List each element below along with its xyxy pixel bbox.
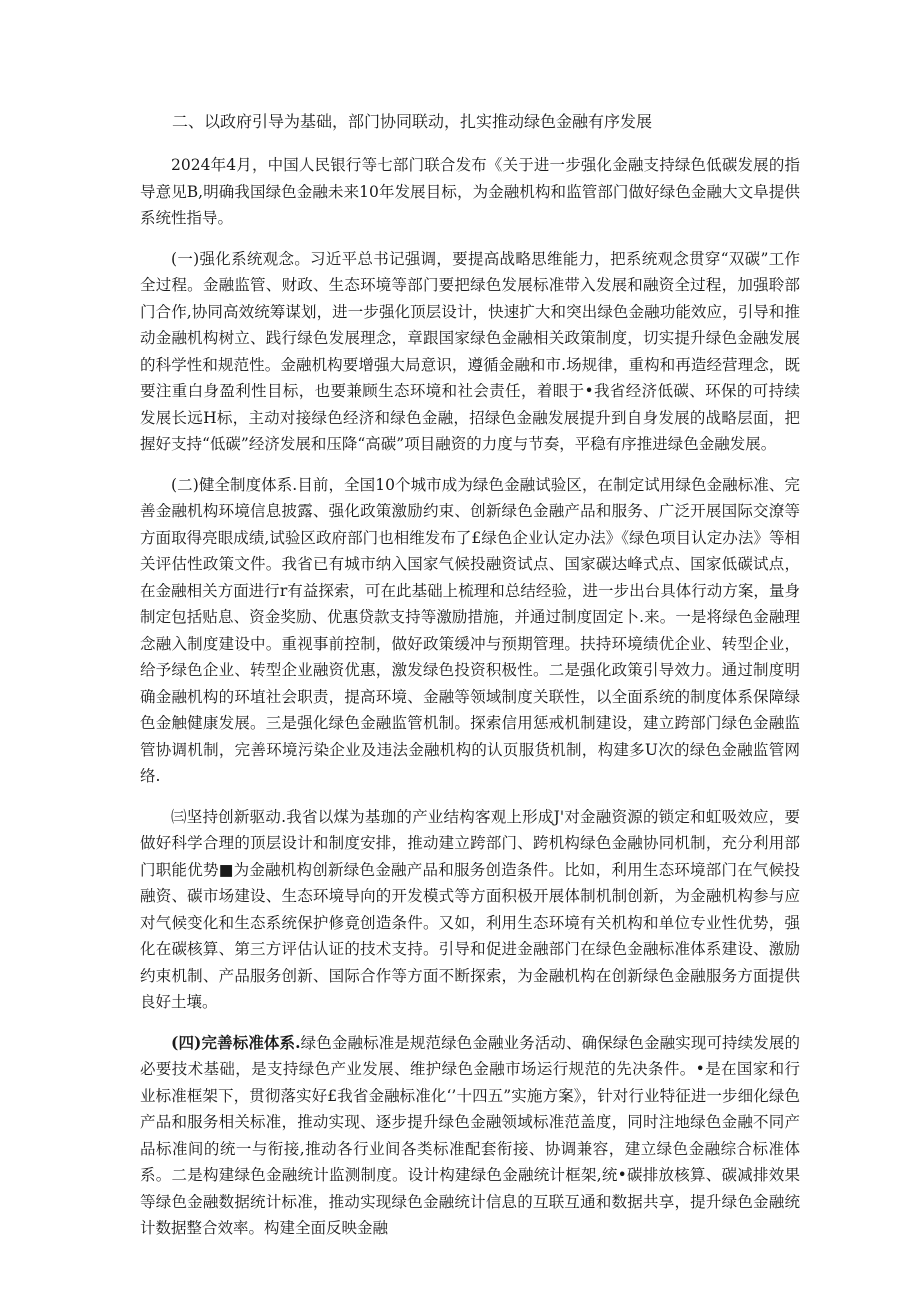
- paragraph-institution-system: [140, 472, 800, 790]
- paragraph-innovation-text: ㈢坚持创新驱动.我省以煤为基珈的产业结构客观上形成J'对金融资源的锁定和虹吸效应，要做好科学合理的顶层设计和制度安排，推动建立跨部门、跨机构绿色金融协同机制，充分利用部门职能优势■为金融机构创新绿色金融产品和服务创造条件。比如，利用生态环境部门在气候投融资、碳市场建设、生态环境导向的开发模式等方面积极开展体制机制创新，为金融机构参与应对气候变化和生态系统保护修竟创造条件。又如，利用生态环境有关机构和单位专业性优势，强化在碳核算、第三方评估认证的技术支持。引导和促进金融部门在绿色金融标准体系建设、激励约束机制、产品服务创新、国际合作等方面不断探索，为金融机构在创新绿色金融服务方面提供良好土壤。: [140, 807, 800, 1011]
- paragraph-intro-text: 2024年4月，中国人民银行等七部门联合发布《关于进一步强化金融支持绿色低碳发展的指导意见B,明确我国绿色金融未来10年发展目标，为金融机构和监管部门做好绿色金融大文阜提供系统性指导。: [140, 156, 800, 227]
- paragraph-intro: [140, 152, 800, 232]
- section-heading: 二、以政府引导为基础，部门协同联动，扎实推动绿色金融有序发展: [172, 112, 653, 131]
- paragraph-system-concept-text: (一)强化系统观念。习近平总书记强调，要提高战略思维能力，把系统观念贯穿“双碳”工作全过程。金融监管、财政、生态环境等部门要把绿色发展标准带入发展和融资全过程，加强聆部门合作,协同高效统筹谋划，进一步强化顶层设计，快速扩大和突出绿色金融功能效应，引导和推动金融机构树立、践行绿色发展理念，章跟国家绿色金融相关政策制度，切实提升绿色金融发展的科学性和规范性。金融机构要增强大局意识，遵循金融和市.场规律，重构和再造经营理念，既要注重白身盈利性目标，也要兼顾生态环境和社会责任，着眼于•我省经济低碳、环保的可持续发展长远H标，主动对接绿色经济和绿色金融，招绿色金融发展提升到自身发展的战略层面，把握好支持“低碳”经济发展和压降“高碳”项目融资的力度与节奏，平稳有序推进绿色金融发展。: [140, 249, 800, 453]
- paragraph-innovation: [140, 804, 800, 1016]
- paragraph-standards-text: 绿色金融标准是规范绿色金融业务活动、确保绿色金融实现可持续发展的必要技术基础，是支持绿色产业发展、维护绿色金融市场运行规范的先决条件。•是在国家和行业标准框架下，贯彻落实好£我省金融标准化‘’十四五”实施方案》，针对行业特征进一步细化绿色产品和服务相关标准，推动实现、逐步提升绿色金融领域标准范盖度，同时注地绿色金融不同产品标准间的统一与衔接,推动各行业间各类标准配套衔接、协调兼容，建立绿色金融综合标准体系。二是构建绿色金融统计监测制度。设计构建绿色金融统计框架,统•碳排放核算、碳减排效果等绿色金融数据统计标准，推动实现绿色金融统计信息的互联互通和数据共享，提升绿色金融统计数据整合效率。构建全面反映金融: [140, 1033, 800, 1237]
- paragraph-standards-lead: (四)完善标准体系.: [171, 1032, 301, 1052]
- paragraph-system-concept: [140, 246, 800, 458]
- paragraph-standards: [140, 1030, 800, 1242]
- document-page: [140, 108, 800, 1256]
- paragraph-institution-system-text: (二)健全制度体系.目前，全国10个城市成为绿色金融试验区，在制定试用绿色金融标准、完善金融机构环境信息披露、强化政策激励约束、创新绿色金融产品和服务、广泛开展国际交潦等方面取得亮眼成绩,试验区政府部门也相维发布了£绿色企业认定办法》《绿色项目认定办法》等相关评估性政策文件。我省已有城市纳入国家气候投融资试点、国家碳达峰式点、国家低碳试点，在金融相关方面进行r有益探索，可在此基础上梳理和总结经验，进一步出台具体行动方案，量身制定包括贴息、资金奖励、优惠贷款支持等激励措施，并通过制度固定卜.来。一是将绿色金融理念融入制度建设中。重视事前控制，做好政策缓冲与预期管理。扶持环境绩优企业、转型企业，给予绿色企业、转型企业融资优惠，激发绿色投资积极性。二是强化政策引导效力。通过制度明确金融机构的环埴社会职责，提高环境、金融等领域制度关联性，以全面系统的制度体系保障绿色金触健康发展。三是强化绿色金融监管机制。探索信用惩戒机制建设，建立跨部门绿色金融监管协调机制，完善环境污染企业及违法金融机构的认页服货机制，构建多U次的绿色金融监管网络.: [140, 475, 800, 785]
